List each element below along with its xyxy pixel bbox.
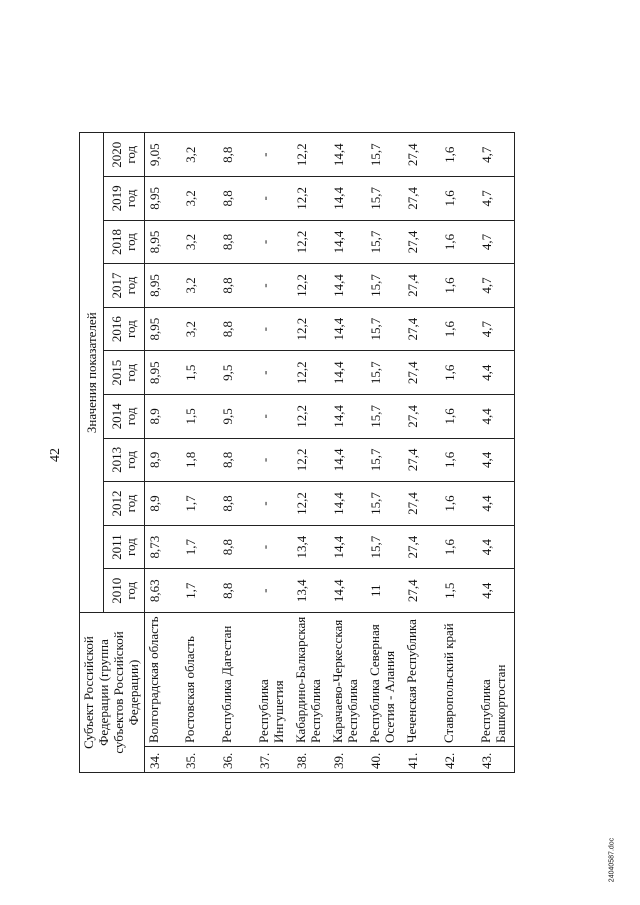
table-header-row-1 <box>80 133 104 773</box>
indicator-value: 1,6 <box>440 133 477 177</box>
indicator-value: 8,8 <box>218 482 255 526</box>
indicator-value: 27,4 <box>403 307 440 351</box>
year-word: год <box>122 233 138 251</box>
indicator-value: 3,2 <box>181 177 218 221</box>
indicator-value: - <box>255 351 292 395</box>
indicator-value: 1,6 <box>440 395 477 439</box>
indicator-value: 1,5 <box>181 395 218 439</box>
indicator-value: 8,9 <box>144 438 181 482</box>
region-name: Республика Дагестан <box>218 613 255 747</box>
indicator-value: - <box>255 177 292 221</box>
indicator-value: 1,7 <box>181 482 218 526</box>
indicator-value: 27,4 <box>403 264 440 308</box>
year-value: 2010 <box>108 577 124 604</box>
indicator-value: 8,95 <box>144 264 181 308</box>
indicator-value: 1,6 <box>440 307 477 351</box>
table-row <box>366 133 403 773</box>
year-value: 2011 <box>108 534 124 560</box>
indicator-value: 8,8 <box>218 220 255 264</box>
indicator-value: 1,6 <box>440 220 477 264</box>
indicator-value: 27,4 <box>403 569 440 613</box>
indicator-value: 15,7 <box>366 264 403 308</box>
year-word: год <box>122 581 138 600</box>
indicator-value: 12,2 <box>292 220 329 264</box>
indicator-value: 9,5 <box>218 351 255 395</box>
indicator-value: 15,7 <box>366 220 403 264</box>
indicator-value: 8,73 <box>144 525 181 569</box>
indicator-value: 3,2 <box>181 133 218 177</box>
region-name: Ставропольский край <box>440 613 477 747</box>
indicator-value: 1,6 <box>440 351 477 395</box>
region-name: Ростовская область <box>181 613 218 747</box>
indicator-value: 14,4 <box>329 525 366 569</box>
year-value: 2016 <box>108 316 124 343</box>
indicator-value: 13,4 <box>292 569 329 613</box>
indicator-value: 14,4 <box>329 264 366 308</box>
year-header <box>104 220 145 264</box>
region-name: Республика Ингушетия <box>255 613 292 747</box>
indicator-value: 14,4 <box>329 177 366 221</box>
indicator-value: 27,4 <box>403 438 440 482</box>
indicator-value: 27,4 <box>403 220 440 264</box>
indicator-value: 1,5 <box>181 351 218 395</box>
indicator-value: 3,2 <box>181 264 218 308</box>
indicator-value: 1,8 <box>181 438 218 482</box>
indicator-value: 4,4 <box>477 525 514 569</box>
year-value: 2019 <box>108 185 124 212</box>
row-number: 42. <box>440 747 477 773</box>
row-number: 43. <box>477 747 514 773</box>
indicator-value: 14,4 <box>329 438 366 482</box>
indicator-value: 1,6 <box>440 264 477 308</box>
indicator-values-header: Значения показателей <box>80 133 104 613</box>
row-number: 36. <box>218 747 255 773</box>
year-word: год <box>122 276 138 295</box>
year-word: год <box>122 145 138 164</box>
indicator-value: 8,8 <box>218 569 255 613</box>
indicator-value: 15,7 <box>366 525 403 569</box>
indicator-value: 8,95 <box>144 351 181 395</box>
year-word: год <box>122 363 138 382</box>
indicator-value: 4,7 <box>477 133 514 177</box>
row-number: 34. <box>144 747 181 773</box>
year-header <box>104 133 145 177</box>
indicator-value: - <box>255 482 292 526</box>
year-value: 2014 <box>108 403 124 430</box>
row-number: 40. <box>366 747 403 773</box>
table-row <box>255 133 292 773</box>
region-name: Кабардино-Балкарская Республика <box>292 613 329 747</box>
indicator-value: 8,9 <box>144 482 181 526</box>
indicator-value: 27,4 <box>403 525 440 569</box>
indicator-value: 13,4 <box>292 525 329 569</box>
year-header <box>104 438 145 482</box>
indicator-value: - <box>255 307 292 351</box>
indicator-value: 12,2 <box>292 395 329 439</box>
indicator-value: 8,8 <box>218 307 255 351</box>
region-name: Республика Северная Осетия - Алания <box>366 613 403 747</box>
indicator-value: - <box>255 525 292 569</box>
year-header <box>104 569 145 613</box>
indicator-value: 1,7 <box>181 569 218 613</box>
year-word: год <box>122 189 138 208</box>
indicator-value: 8,8 <box>218 133 255 177</box>
indicator-value: 4,4 <box>477 438 514 482</box>
indicator-value: 1,5 <box>440 569 477 613</box>
year-header <box>104 177 145 221</box>
indicator-value: 14,4 <box>329 220 366 264</box>
indicator-value: 9,05 <box>144 133 181 177</box>
indicator-value: 12,2 <box>292 482 329 526</box>
indicator-value: 12,2 <box>292 438 329 482</box>
indicator-value: 12,2 <box>292 351 329 395</box>
indicator-value: 14,4 <box>329 482 366 526</box>
indicator-value: 14,4 <box>329 307 366 351</box>
indicator-value: 4,7 <box>477 264 514 308</box>
table-row <box>218 133 255 773</box>
indicator-value: 15,7 <box>366 395 403 439</box>
indicator-value: 4,7 <box>477 177 514 221</box>
indicator-value: - <box>255 395 292 439</box>
indicator-value: - <box>255 569 292 613</box>
indicator-value: 12,2 <box>292 264 329 308</box>
indicator-value: 8,63 <box>144 569 181 613</box>
indicator-value: 15,7 <box>366 307 403 351</box>
year-value: 2012 <box>108 490 124 517</box>
year-header <box>104 307 145 351</box>
year-header <box>104 264 145 308</box>
table-row <box>292 133 329 773</box>
indicator-value: 8,95 <box>144 220 181 264</box>
indicator-value: 15,7 <box>366 177 403 221</box>
indicator-value: 1,6 <box>440 482 477 526</box>
indicator-value: 1,6 <box>440 177 477 221</box>
indicator-value: 11 <box>366 569 403 613</box>
indicator-value: - <box>255 220 292 264</box>
row-number: 38. <box>292 747 329 773</box>
indicator-value: 3,2 <box>181 307 218 351</box>
indicator-value: 15,7 <box>366 351 403 395</box>
indicator-value: 4,4 <box>477 569 514 613</box>
year-header <box>104 525 145 569</box>
indicator-value: 12,2 <box>292 177 329 221</box>
subject-column-header: Субъект Российской Федерации (группа субъектов Российской Федерации) <box>80 613 145 773</box>
year-word: год <box>122 407 138 426</box>
footer-filename: 24040587.doc <box>608 837 616 883</box>
year-word: год <box>122 494 138 513</box>
indicator-value: 4,7 <box>477 220 514 264</box>
table-row <box>403 133 440 773</box>
year-word: год <box>122 538 138 556</box>
indicator-value: 8,95 <box>144 177 181 221</box>
indicator-value: 1,6 <box>440 438 477 482</box>
indicator-value: 27,4 <box>403 482 440 526</box>
indicator-value: 8,95 <box>144 307 181 351</box>
indicator-value: 4,7 <box>477 307 514 351</box>
indicator-value: - <box>255 264 292 308</box>
table-row <box>329 133 366 773</box>
region-name: Карачаево-Черкесская Республика <box>329 613 366 747</box>
year-word: год <box>122 451 138 469</box>
year-header <box>104 482 145 526</box>
indicator-value: 8,9 <box>144 395 181 439</box>
page-number: 42 <box>48 448 63 462</box>
indicator-value: 8,8 <box>218 177 255 221</box>
table-row <box>144 133 181 773</box>
indicator-value: 27,4 <box>403 395 440 439</box>
indicator-value: 8,8 <box>218 264 255 308</box>
indicator-value: 27,4 <box>403 177 440 221</box>
table-body <box>144 133 514 773</box>
indicator-table <box>79 132 515 773</box>
region-name: Республика Башкортостан <box>477 613 514 747</box>
indicator-value: 15,7 <box>366 438 403 482</box>
indicator-value: 9,5 <box>218 395 255 439</box>
indicator-value: 15,7 <box>366 133 403 177</box>
year-value: 2020 <box>108 141 124 168</box>
indicator-value: 12,2 <box>292 133 329 177</box>
indicator-value: 3,2 <box>181 220 218 264</box>
table-row <box>477 133 514 773</box>
indicator-value: - <box>255 133 292 177</box>
indicator-value: 27,4 <box>403 351 440 395</box>
indicator-value: 14,4 <box>329 351 366 395</box>
year-value: 2013 <box>108 446 124 473</box>
indicator-value: 8,8 <box>218 525 255 569</box>
year-value: 2018 <box>108 228 124 255</box>
table-row <box>440 133 477 773</box>
indicator-value: 4,4 <box>477 482 514 526</box>
year-word: год <box>122 320 138 339</box>
indicator-value: 12,2 <box>292 307 329 351</box>
indicator-value: - <box>255 438 292 482</box>
rotated-table-container <box>79 133 559 773</box>
indicator-value: 15,7 <box>366 482 403 526</box>
row-number: 35. <box>181 747 218 773</box>
row-number: 37. <box>255 747 292 773</box>
region-name: Волгоградская область <box>144 613 181 747</box>
indicator-value: 1,6 <box>440 525 477 569</box>
indicator-value: 14,4 <box>329 395 366 439</box>
indicator-value: 14,4 <box>329 569 366 613</box>
indicator-value: 1,7 <box>181 525 218 569</box>
indicator-value: 27,4 <box>403 133 440 177</box>
year-value: 2017 <box>108 272 124 299</box>
region-name: Чеченская Республика <box>403 613 440 747</box>
year-header <box>104 351 145 395</box>
indicator-value: 4,4 <box>477 351 514 395</box>
year-value: 2015 <box>108 359 124 386</box>
row-number: 41. <box>403 747 440 773</box>
indicator-value: 14,4 <box>329 133 366 177</box>
indicator-value: 8,8 <box>218 438 255 482</box>
row-number: 39. <box>329 747 366 773</box>
table-row <box>181 133 218 773</box>
indicator-value: 4,4 <box>477 395 514 439</box>
year-header <box>104 395 145 439</box>
